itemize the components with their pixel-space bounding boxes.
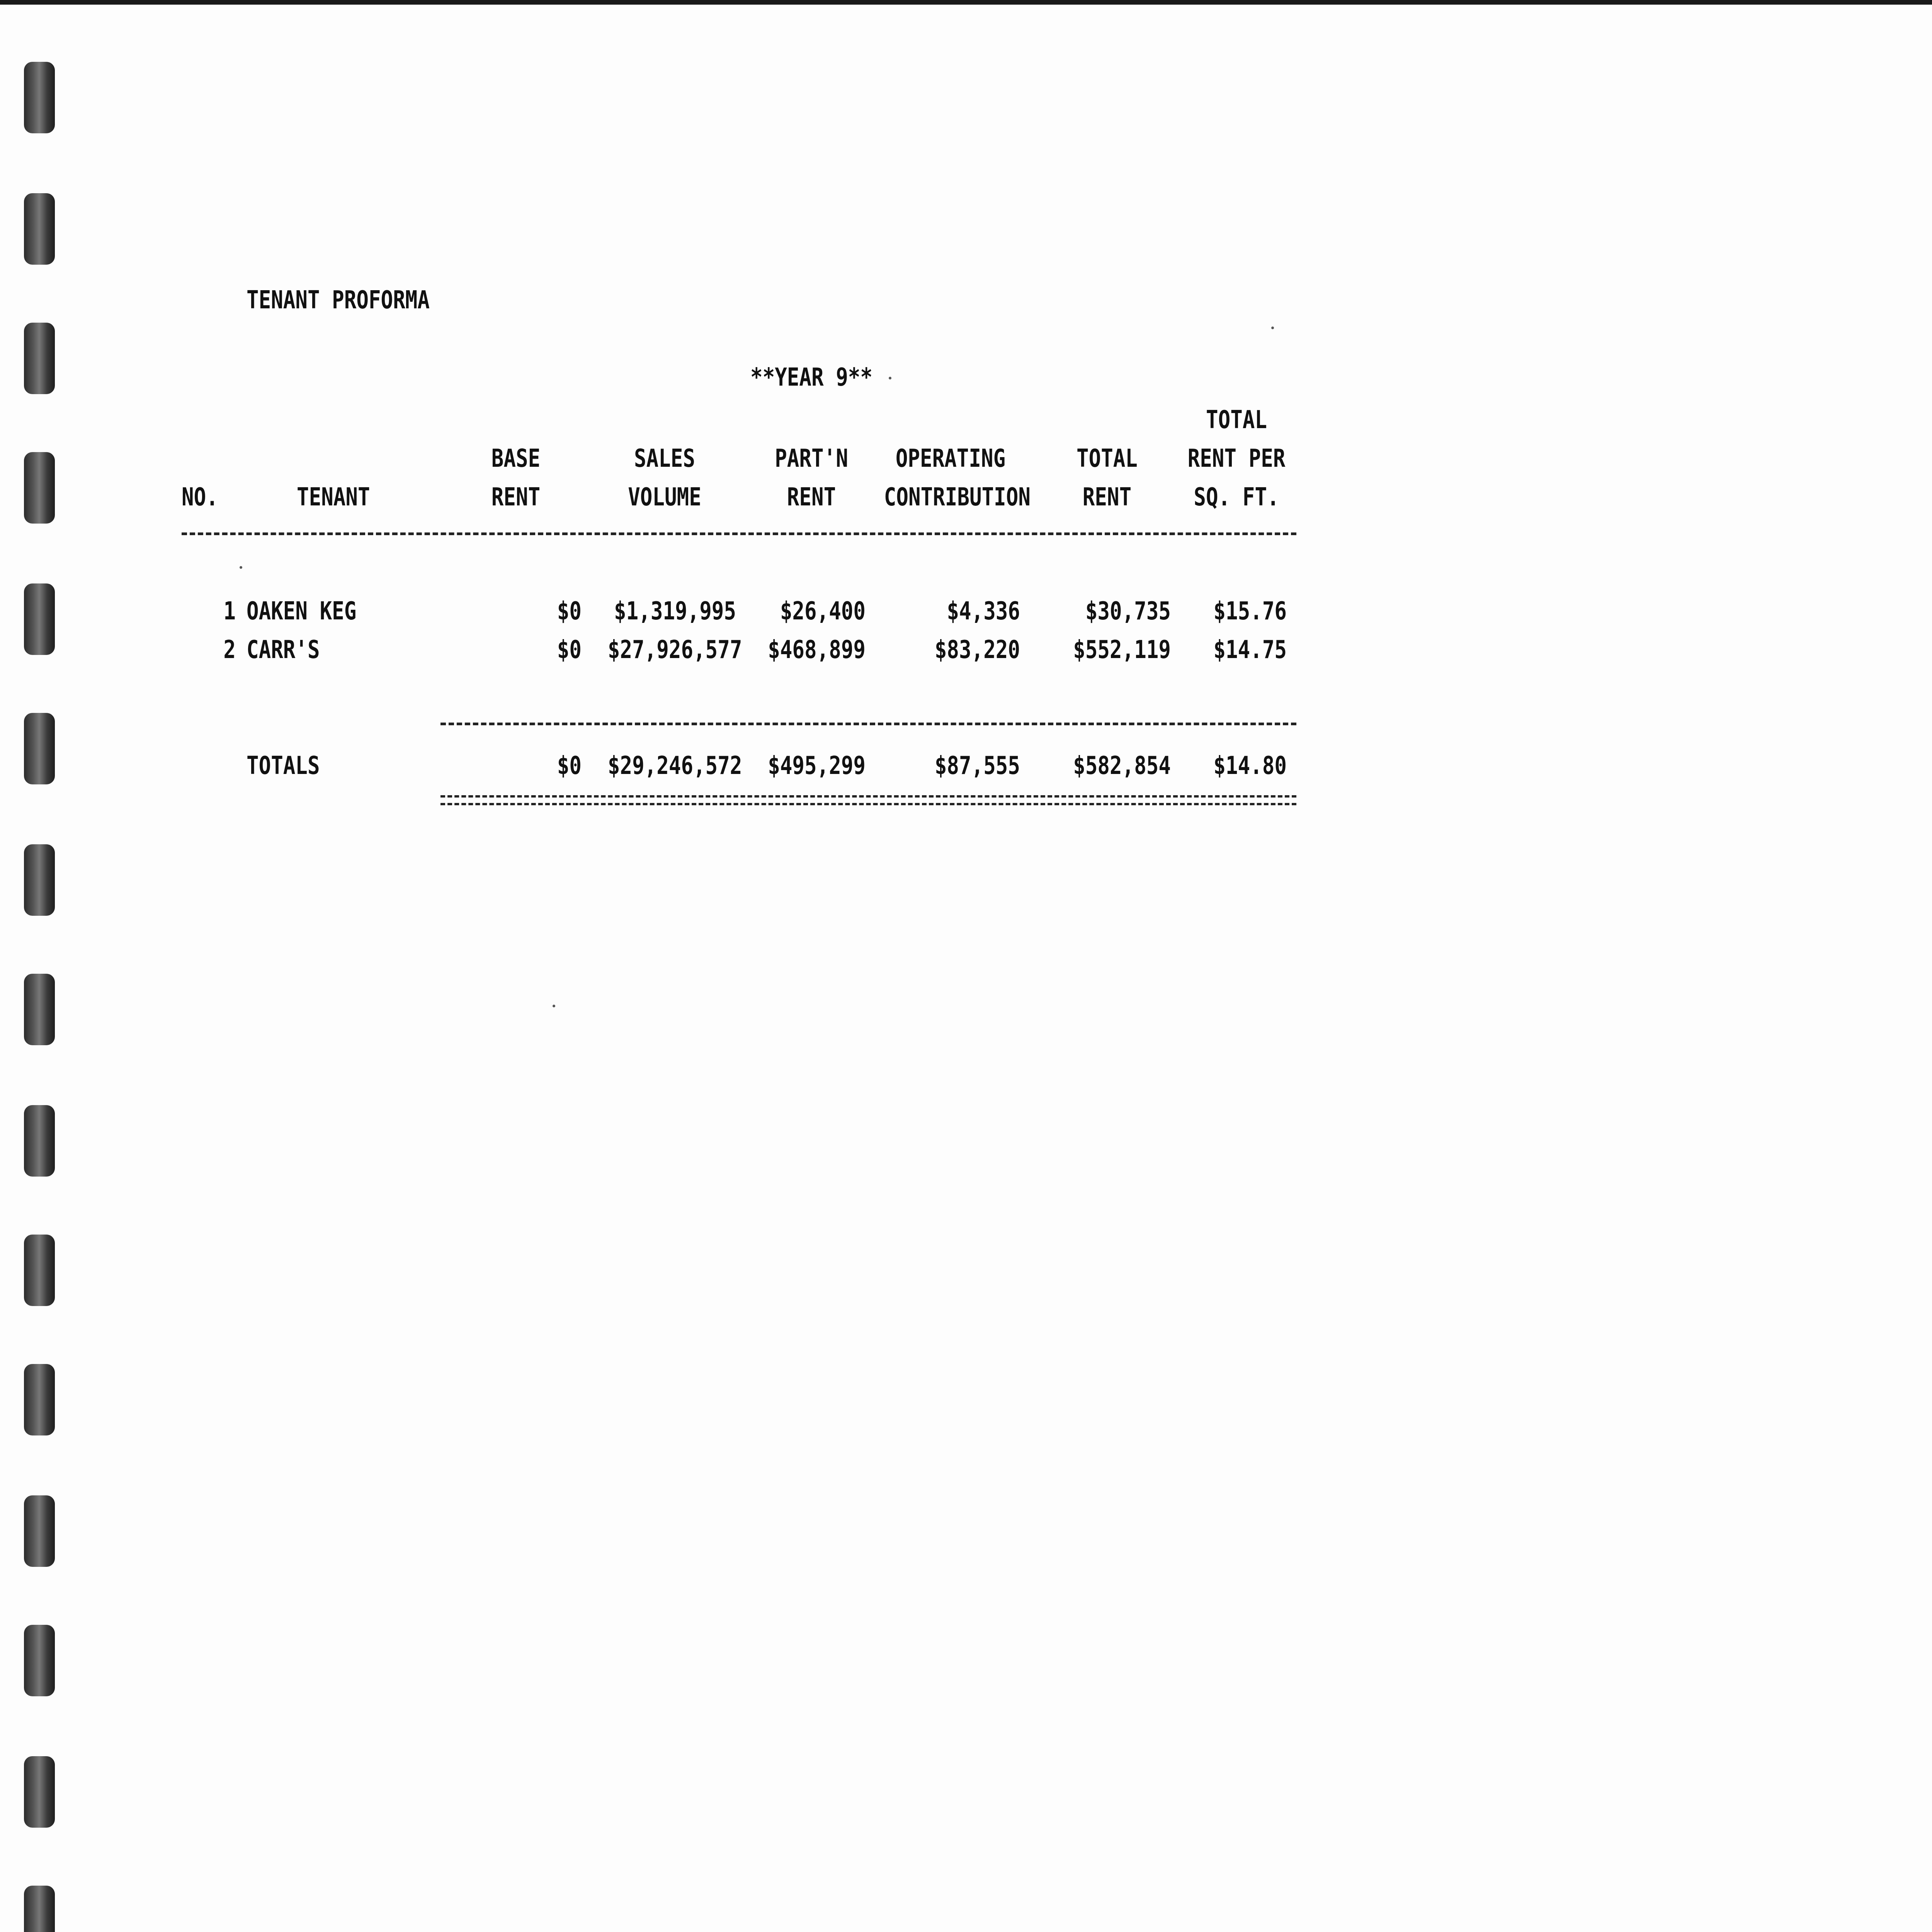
header-no: NO. <box>182 483 218 512</box>
binder-hole <box>24 1886 55 1932</box>
speck <box>1271 327 1274 329</box>
totals-base-rent: $0 <box>557 752 582 780</box>
binder-hole <box>24 1625 55 1696</box>
row-tenant: CARR'S <box>247 636 320 664</box>
binder-hole <box>24 844 55 916</box>
row-operating-contribution: $83,220 <box>934 636 1020 664</box>
header-total-rent-line1: TOTAL <box>1077 444 1138 473</box>
document-title: TENANT PROFORMA <box>247 286 430 315</box>
row-sales-volume: $1,319,995 <box>614 597 736 626</box>
binder-hole <box>24 1756 55 1828</box>
row-sales-volume: $27,926,577 <box>607 636 742 664</box>
row-tenant: OAKEN KEG <box>247 597 357 626</box>
binder-hole <box>24 1495 55 1567</box>
header-sales-volume-line2: VOLUME <box>628 483 701 512</box>
binder-hole <box>24 974 55 1045</box>
header-partn-rent-line1: PART'N <box>775 444 848 473</box>
totals-double-underline <box>440 795 1296 805</box>
header-operating-contribution-line1: OPERATING <box>895 444 1006 473</box>
row-operating-contribution: $4,336 <box>947 597 1020 626</box>
header-base-rent-line2: RENT <box>491 483 541 512</box>
binder-hole <box>24 62 55 133</box>
speck <box>240 566 242 569</box>
speck <box>553 1005 555 1007</box>
row-no: 2 <box>223 636 236 664</box>
row-no: 1 <box>223 597 236 626</box>
row-base-rent: $0 <box>557 636 582 664</box>
row-rent-per-sqft: $14.75 <box>1213 636 1287 664</box>
totals-sales-volume: $29,246,572 <box>607 752 742 780</box>
binder-hole <box>24 1105 55 1177</box>
page-top-border <box>0 0 1932 5</box>
header-total-rent-line2: RENT <box>1082 483 1132 512</box>
row-total-rent: $552,119 <box>1073 636 1171 664</box>
binder-hole <box>24 1235 55 1306</box>
totals-operating-contribution: $87,555 <box>934 752 1020 780</box>
year-label: **YEAR 9** <box>750 363 872 392</box>
header-divider <box>182 532 1296 535</box>
row-partn-rent: $468,899 <box>768 636 866 664</box>
row-partn-rent: $26,400 <box>780 597 866 626</box>
binder-hole <box>24 452 55 524</box>
totals-divider <box>440 723 1296 725</box>
row-rent-per-sqft: $15.76 <box>1213 597 1287 626</box>
totals-label: TOTALS <box>247 752 320 780</box>
header-partn-rent-line2: RENT <box>787 483 836 512</box>
totals-rent-per-sqft: $14.80 <box>1213 752 1287 780</box>
row-base-rent: $0 <box>557 597 582 626</box>
header-rent-per-sqft-line1: TOTAL <box>1206 406 1267 434</box>
header-operating-contribution-line2: CONTRIBUTION <box>884 483 1031 512</box>
header-rent-per-sqft-line3: SQ. FT. <box>1194 483 1279 512</box>
binder-hole <box>24 583 55 655</box>
header-base-rent-line1: BASE <box>491 444 541 473</box>
header-tenant: TENANT <box>297 483 370 512</box>
row-total-rent: $30,735 <box>1085 597 1171 626</box>
totals-partn-rent: $495,299 <box>768 752 866 780</box>
binder-hole <box>24 193 55 265</box>
binder-hole <box>24 713 55 784</box>
binder-hole <box>24 323 55 394</box>
totals-total-rent: $582,854 <box>1073 752 1171 780</box>
header-sales-volume-line1: SALES <box>634 444 695 473</box>
header-rent-per-sqft-line2: RENT PER <box>1187 444 1286 473</box>
binder-hole <box>24 1364 55 1435</box>
